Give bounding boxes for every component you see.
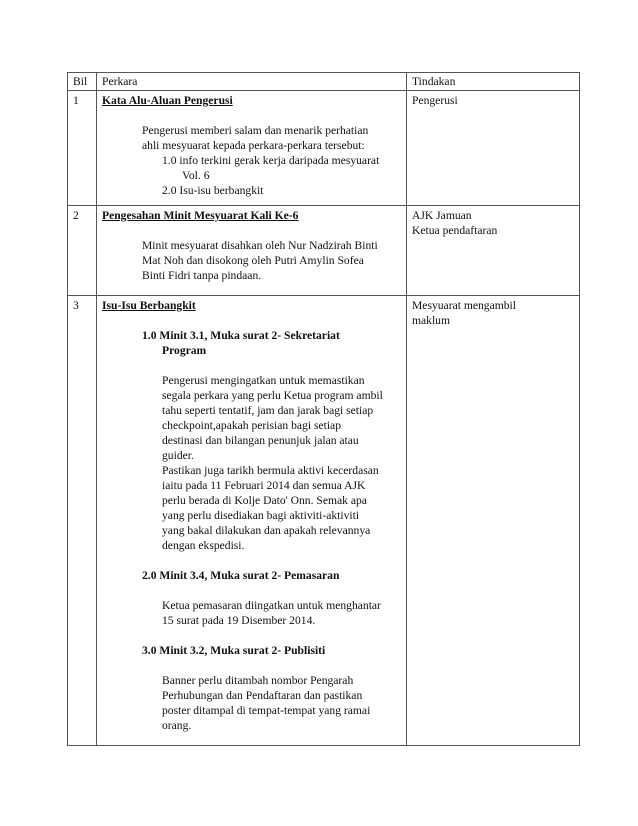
section-line: poster ditampal di tempat-tempat yang ramai [162,704,371,717]
header-perkara: Perkara [97,73,407,91]
row-number: 3 [68,296,97,746]
item-title: Pengesahan Minit Mesyuarat Kali Ke-6 [102,209,299,222]
body-line: Mat Noh dan disokong oleh Putri Amylin Sofea [142,254,364,267]
table-header-row [68,73,580,91]
section-line: dengan ekspedisi. [162,539,245,552]
section-line: 15 surat pada 19 Disember 2014. [162,614,316,627]
section-line: checkpoint,apakah perisian bagi setiap [162,419,341,432]
header-tindakan: Tindakan [407,73,580,91]
item-title: Isu-Isu Berbangkit [102,299,196,312]
section-line: perlu berada di Kolje Dato' Onn. Semak apa [162,494,367,507]
section-line: Banner perlu ditambah nombor Pengarah [162,674,354,687]
list-item: 1.0 info terkini gerak kerja daripada mesyuarat [162,154,380,167]
tindakan-line: maklum [412,314,450,327]
section-line: iaitu pada 11 Februari 2014 dan semua AJK [162,479,366,492]
perkara-cell [97,206,407,296]
tindakan-line: Ketua pendaftaran [412,224,498,237]
tindakan-cell [407,296,580,746]
section-line: guider. [162,449,194,462]
section-line: segala perkara yang perlu Ketua program ambil [162,389,383,402]
section-line: orang. [162,719,192,732]
section-line: Pastikan juga tarikh bermula aktivi kecerdasan [162,464,379,477]
section-line: yang perlu disediakan bagi aktiviti-aktiviti [162,509,360,522]
tindakan-cell [407,206,580,296]
section-heading: 3.0 Minit 3.2, Muka surat 2- Publisiti [142,644,326,657]
minutes-table [67,72,580,746]
table-row [68,91,580,206]
perkara-cell [97,91,407,206]
table-row [68,296,580,746]
section-heading: 2.0 Minit 3.4, Muka surat 2- Pemasaran [142,569,340,582]
section-line: tahu seperti tentatif, jam dan jarak bagi setiap [162,404,374,417]
tindakan-line: Mesyuarat mengambil [412,299,516,312]
section-line: Ketua pemasaran diingatkan untuk menghantar [162,599,381,612]
tindakan-line: Pengerusi [412,94,458,107]
row-number: 1 [68,91,97,206]
perkara-cell [97,296,407,746]
section-line: Pengerusi mengingatkan untuk memastikan [162,374,365,387]
section-line: Perhubungan dan Pendaftaran dan pastikan [162,689,363,702]
section-line: destinasi dan bilangan penunjuk jalan atau [162,434,359,447]
table-row [68,206,580,296]
tindakan-line: AJK Jamuan [412,209,472,222]
section-heading: 1.0 Minit 3.1, Muka surat 2- Sekretariat [142,329,340,342]
section-heading: Program [162,344,207,357]
list-item: Vol. 6 [182,169,210,182]
tindakan-cell [407,91,580,206]
item-title: Kata Alu-Aluan Pengerusi [102,94,233,107]
row-number: 2 [68,206,97,296]
body-line: Binti Fidri tanpa pindaan. [142,269,262,282]
body-line: Pengerusi memberi salam dan menarik perhatian [142,124,369,137]
section-line: yang bakal dilakukan dan apakah relevannya [162,524,371,537]
header-bil: Bil [68,73,97,91]
body-line: Minit mesyuarat disahkan oleh Nur Nadzirah Binti [142,239,378,252]
list-item: 2.0 Isu-isu berbangkit [162,184,264,197]
body-line: ahli mesyuarat kepada perkara-perkara tersebut: [142,139,365,152]
